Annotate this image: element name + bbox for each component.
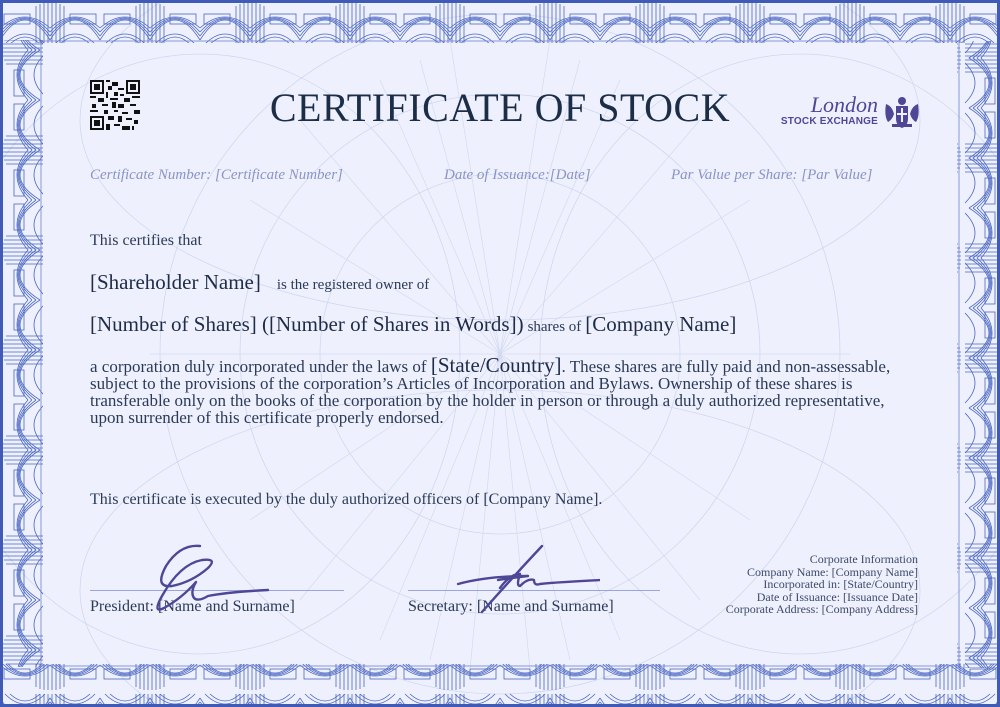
par-value-per-share: Par Value per Share: [Par Value]: [671, 167, 873, 183]
corporate-info-heading: Corporate Information: [809, 552, 918, 566]
certificate-title: CERTIFICATE OF STOCK: [269, 85, 731, 130]
shareholder-name: [Shareholder Name]: [90, 270, 261, 294]
certificate-number: Certificate Number: [Certificate Number]: [90, 167, 343, 183]
date-of-issuance: Date of Issuance:[Date]: [444, 167, 591, 183]
registered-owner-text: is the registered owner of: [276, 277, 430, 293]
logo-london-text: London: [810, 92, 878, 117]
president-label: President: [Name and Surname]: [90, 598, 295, 615]
para-rest: . These shares are fully paid and non-assessable, subject to the provisions of the corporation’s Articles of Incorporation and Bylaws. Ownership of these shares is transferable only on the books of the corporation by the holder in person or through a duly authorized representative, upon surrender of this certificate properly endorsed.: [90, 357, 891, 427]
certifies-intro: This certifies that: [90, 232, 202, 249]
state-country: [State/Country]: [430, 353, 562, 377]
coat-of-arms-icon: [884, 96, 920, 130]
incorporation-paragraph: [90, 353, 910, 427]
president-signature-icon: [140, 540, 280, 620]
shareholder-line: [90, 270, 429, 295]
number-of-shares: [Number of Shares] ([Number of Shares in Words]): [90, 312, 524, 336]
corporate-info-company-name: Company Name: [Company Name]: [747, 564, 918, 579]
company-name: [Company Name]: [585, 312, 737, 336]
shares-line: [90, 312, 736, 337]
secretary-signature-icon: [430, 542, 600, 617]
corporate-info-address: Corporate Address: [Company Address]: [725, 602, 918, 616]
logo-stock-exchange-text: STOCK EXCHANGE: [780, 116, 878, 127]
corporate-information: [726, 553, 918, 616]
para-prefix: a corporation duly incorporated under the laws of: [90, 357, 427, 376]
executed-statement: This certificate is executed by the duly authorized officers of [Company Name].: [90, 491, 603, 508]
corporate-info-incorporated-in: Incorporated in: [State/Country]: [763, 577, 918, 591]
london-stock-exchange-logo: [780, 94, 920, 134]
corporate-info-date-of-issuance: Date of Issuance: [Issuance Date]: [756, 589, 918, 604]
shares-of-text: shares of: [527, 319, 582, 335]
secretary-label: Secretary: [Name and Surname]: [408, 598, 614, 615]
